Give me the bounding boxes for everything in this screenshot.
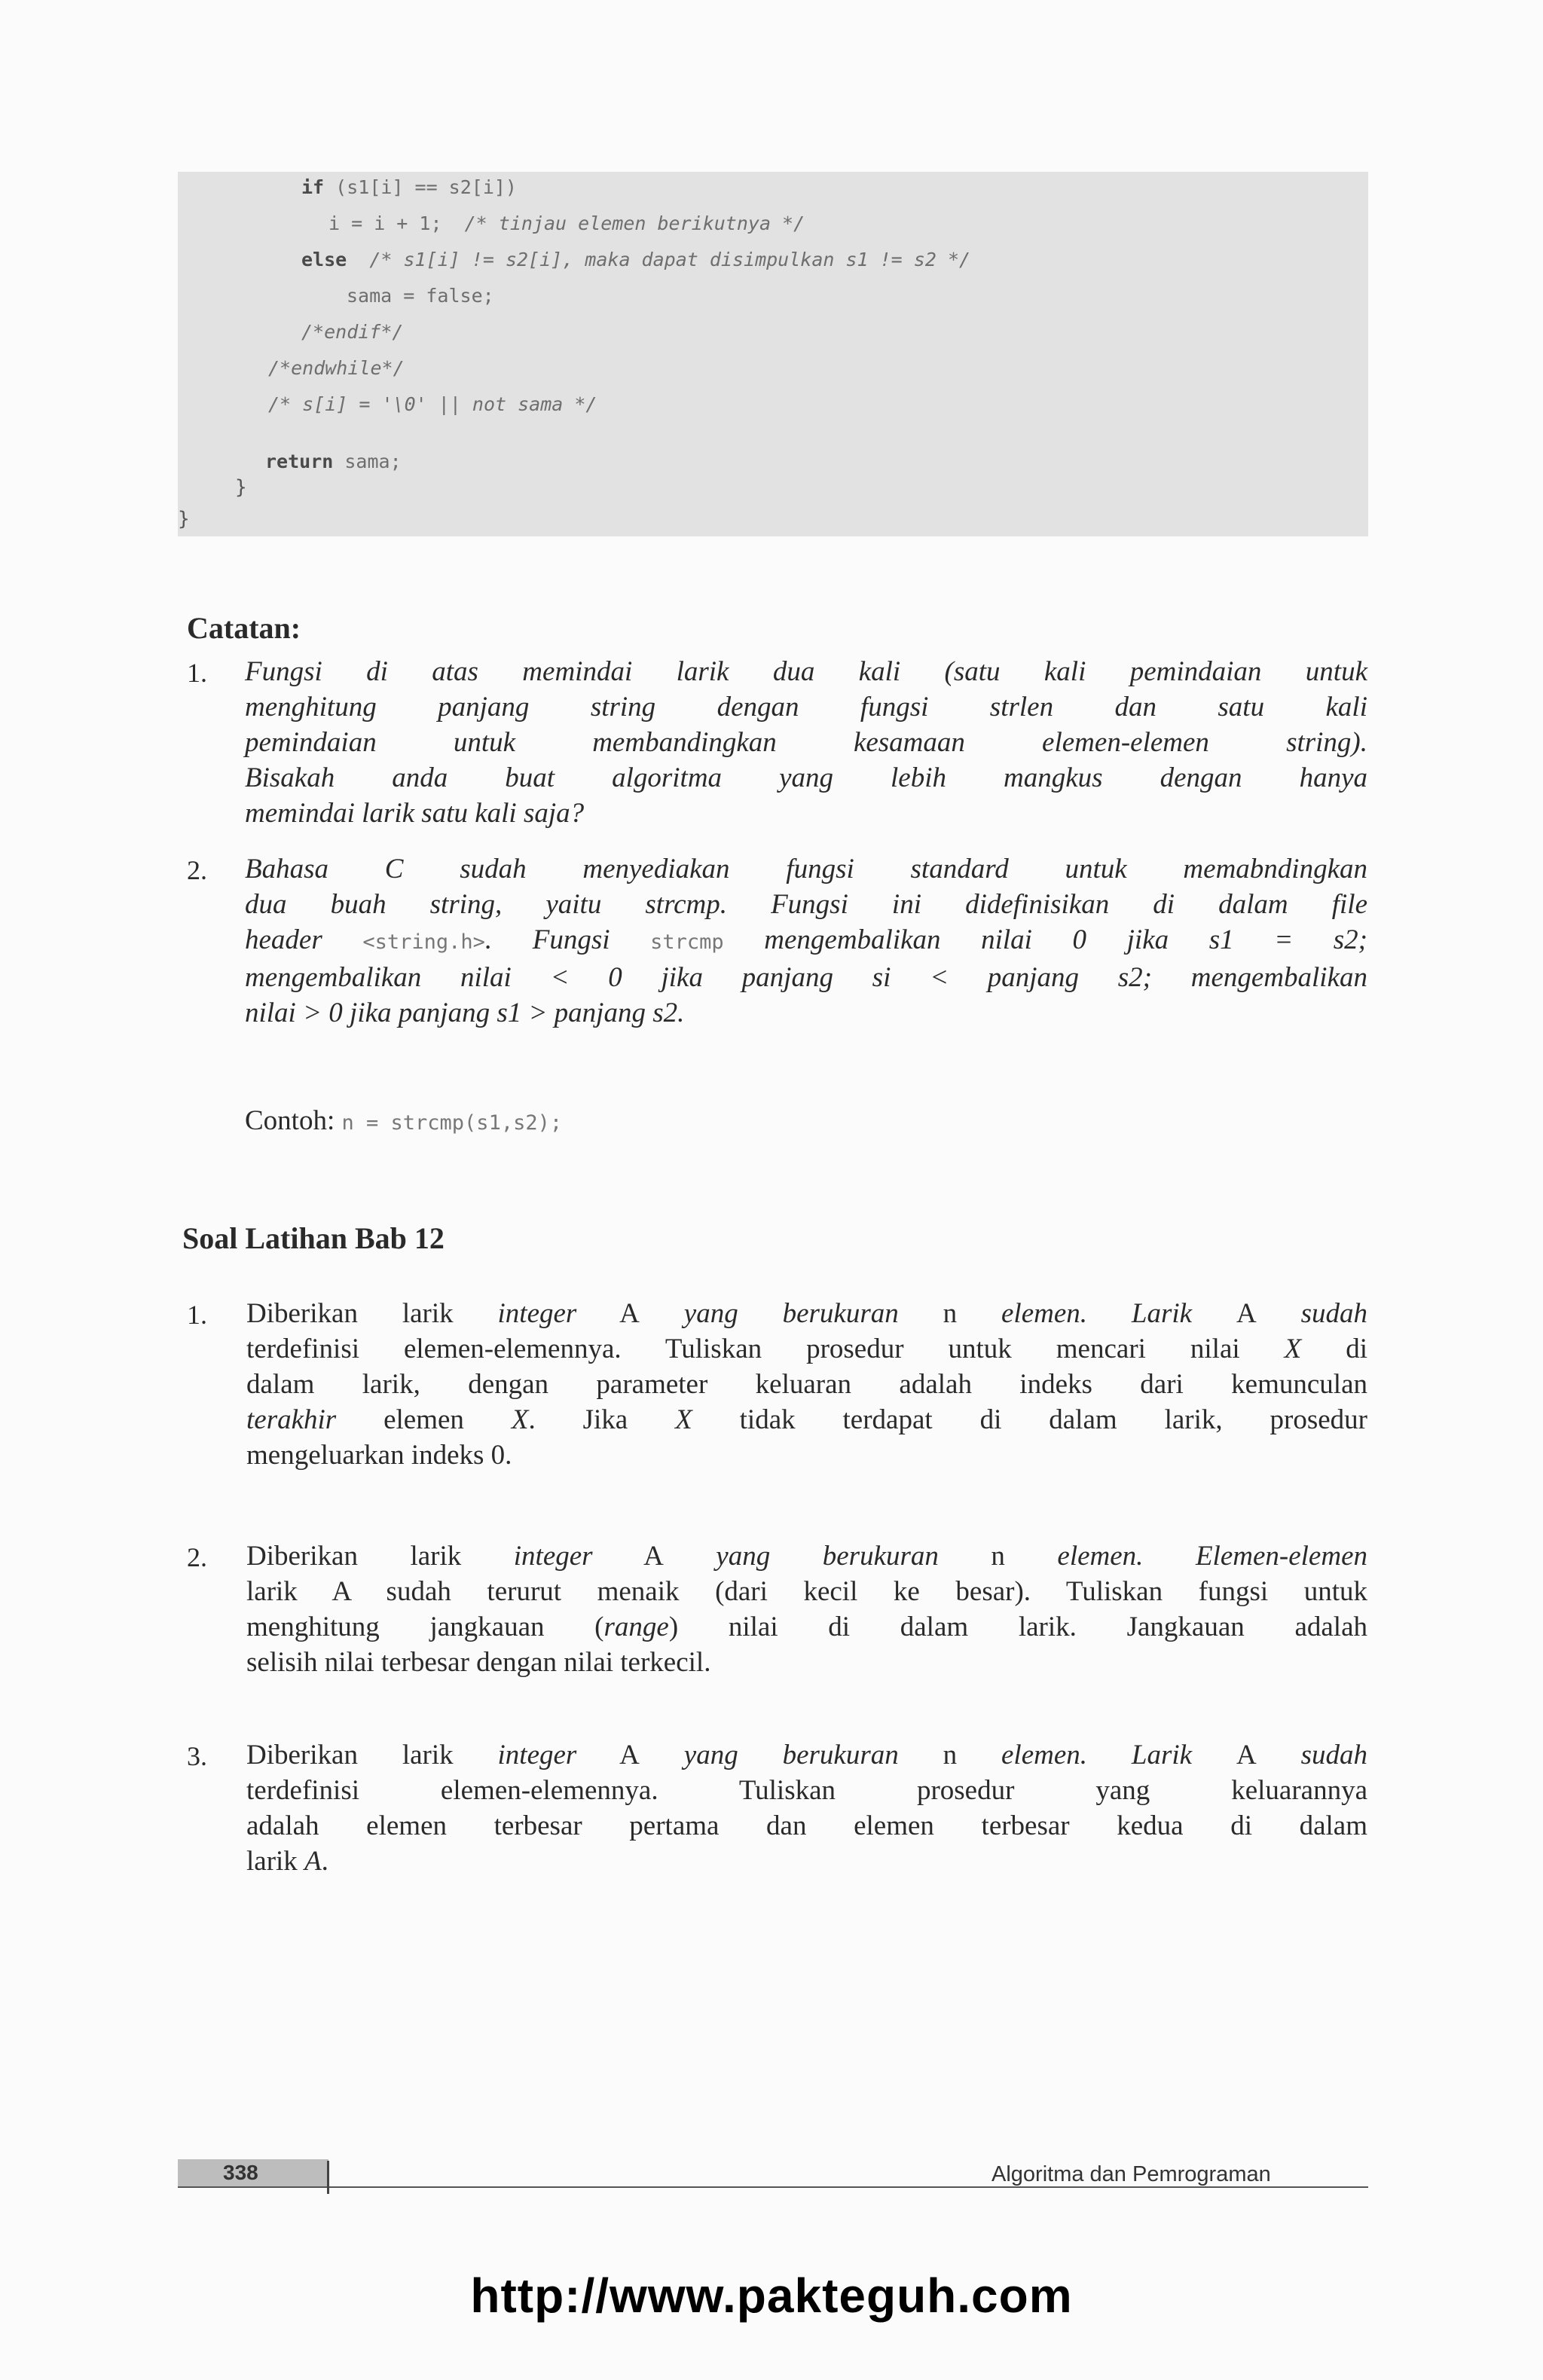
- text-run: n: [943, 1740, 958, 1770]
- catatan-item1-line: menghitung panjang string dengan fungsi strlen dan satu kali: [245, 692, 1367, 723]
- soal-title: Soal Latihan Bab 12: [182, 1221, 445, 1255]
- contoh-code: n = strcmp(s1,s2);: [341, 1111, 563, 1135]
- paragraph-line: [246, 1437, 1367, 1473]
- soal-2-text: [246, 1538, 1367, 1680]
- text-run: tidak terdapat di dalam larik, prosedur: [692, 1404, 1367, 1435]
- page-number: 338: [223, 2161, 258, 2184]
- contoh-label: Contoh:: [245, 1105, 342, 1136]
- text-run: terakhir: [246, 1404, 337, 1435]
- text-run: range: [603, 1612, 669, 1642]
- code-text: sama = false;: [347, 285, 494, 307]
- code-text: sama;: [333, 451, 402, 472]
- paragraph-line: [246, 1296, 1367, 1331]
- text-run: integer: [513, 1541, 593, 1572]
- text-run: elemen. Larik: [957, 1740, 1236, 1770]
- closing-brace-inner: }: [235, 476, 247, 499]
- paragraph-line: [246, 1402, 1367, 1437]
- book-title: Algoritma dan Pemrograman: [991, 2162, 1271, 2186]
- catatan-item1-line: Bisakah anda buat algoritma yang lebih mangkus dengan hanya: [245, 762, 1367, 793]
- footer-tick: [327, 2161, 329, 2194]
- watermark-url: http://www.pakteguh.com: [470, 2268, 1073, 2323]
- paragraph-line: [246, 1331, 1367, 1367]
- text-run: mengembalikan nilai 0 jika s1 = s2;: [723, 924, 1367, 955]
- text-run: . Fungsi: [484, 924, 651, 955]
- code-line: [347, 285, 494, 307]
- catatan-item2-line: nilai > 0 jika panjang s1 > panjang s2.: [245, 998, 685, 1028]
- code-line: [328, 212, 805, 235]
- text-run: Diberikan larik: [246, 1541, 514, 1572]
- text-run: elemen: [336, 1404, 512, 1435]
- text-run: elemen. Larik: [957, 1298, 1236, 1329]
- code-line: [265, 451, 402, 473]
- code-line: [301, 321, 403, 344]
- catatan-item2-text: [245, 851, 1367, 1031]
- text-run: mengeluarkan indeks 0.: [246, 1440, 512, 1471]
- code-text: (s1[i] == s2[i]): [324, 176, 517, 198]
- code-text: [347, 249, 369, 270]
- paragraph-line: [246, 1844, 1367, 1879]
- text-run: . Jika: [528, 1404, 676, 1435]
- inline-code: <string.h>: [362, 930, 485, 954]
- code-line: [301, 176, 517, 199]
- code-line: [268, 393, 597, 416]
- paragraph-line: [246, 1609, 1367, 1645]
- code-keyword: return: [265, 451, 334, 472]
- soal-3-number: 3.: [187, 1741, 207, 1771]
- text-run: yang berukuran: [639, 1298, 943, 1329]
- text-run: yang berukuran: [663, 1541, 991, 1572]
- code-line: [268, 357, 405, 380]
- catatan-item2-line: dua buah string, yaitu strcmp. Fungsi ini didefinisikan di dalam file: [245, 889, 1367, 920]
- text-run: sudah: [1256, 1298, 1367, 1329]
- text-run: A: [1236, 1740, 1257, 1770]
- soal-2-number: 2.: [187, 1542, 207, 1572]
- text-run: yang berukuran: [639, 1740, 943, 1770]
- text-run: A: [576, 1740, 640, 1770]
- code-text: i = i + 1;: [328, 212, 465, 234]
- soal-3-text: [246, 1737, 1367, 1879]
- catatan-item1-text: [245, 654, 1367, 831]
- paragraph-line: [246, 1367, 1367, 1402]
- text-run: integer: [497, 1740, 577, 1770]
- code-line: [301, 249, 970, 271]
- text-run: dalam larik, dengan parameter keluaran adalah indeks dari kemunculan: [246, 1369, 1367, 1400]
- code-comment: /* s1[i] != s2[i], maka dapat disimpulkan s1 != s2 */: [369, 249, 971, 270]
- code-keyword: if: [301, 176, 325, 198]
- text-run: menghitung jangkauan (: [246, 1612, 604, 1642]
- catatan-item2-number: 2.: [187, 855, 207, 885]
- text-run: n: [991, 1541, 1005, 1572]
- catatan-item1-number: 1.: [187, 658, 207, 688]
- catatan-item2-line: [245, 922, 1367, 960]
- catatan-item1-line: pemindaian untuk membandingkan kesamaan elemen-elemen string).: [245, 727, 1367, 758]
- catatan-item1-line: Fungsi di atas memindai larik dua kali (satu kali pemindaian untuk: [245, 656, 1367, 687]
- catatan-item2-line: Bahasa C sudah menyediakan fungsi standard untuk memabndingkan: [245, 854, 1367, 884]
- text-run: larik: [246, 1846, 305, 1877]
- code-comment: /*endwhile*/: [268, 357, 405, 379]
- catatan-item1-line: memindai larik satu kali saja?: [245, 798, 585, 829]
- text-run: adalah elemen terbesar pertama dan elemen terbesar kedua di dalam: [246, 1810, 1367, 1841]
- contoh-line: [245, 1103, 1367, 1141]
- text-run: n: [943, 1298, 958, 1329]
- text-run: Diberikan larik: [246, 1298, 498, 1329]
- text-run: X: [675, 1404, 692, 1435]
- paragraph-line: [246, 1808, 1367, 1844]
- text-run: A: [576, 1298, 640, 1329]
- soal-1-number: 1.: [187, 1300, 207, 1330]
- text-run: sudah: [1256, 1740, 1367, 1770]
- text-run: .: [321, 1846, 328, 1877]
- text-run: larik A sudah terurut menaik (dari kecil ke besar). Tuliskan fungsi untuk: [246, 1576, 1367, 1607]
- code-comment: /* s[i] = '\0' || not sama */: [268, 393, 597, 415]
- text-run: terdefinisi elemen-elemennya. Tuliskan prosedur yang keluarannya: [246, 1775, 1367, 1806]
- text-run: integer: [497, 1298, 577, 1329]
- inline-code: strcmp: [650, 930, 724, 954]
- text-run: ) nilai di dalam larik. Jangkauan adalah: [668, 1612, 1367, 1642]
- text-run: X: [1284, 1334, 1302, 1364]
- code-comment: /*endif*/: [301, 321, 404, 343]
- text-run: elemen. Elemen-elemen: [1004, 1541, 1367, 1572]
- paragraph-line: [246, 1773, 1367, 1808]
- text-run: terdefinisi elemen-elemennya. Tuliskan prosedur untuk mencari nilai: [246, 1334, 1285, 1364]
- code-comment: /* tinjau elemen berikutnya */: [464, 212, 805, 234]
- paragraph-line: [246, 1538, 1367, 1574]
- closing-brace-outer: }: [178, 508, 190, 530]
- text-run: di: [1301, 1334, 1368, 1364]
- paragraph-line: [246, 1574, 1367, 1609]
- text-run: selisih nilai terbesar dengan nilai terkecil.: [246, 1647, 711, 1678]
- text-run: Diberikan larik: [246, 1740, 498, 1770]
- paragraph-line: [246, 1645, 1367, 1680]
- text-run: A: [304, 1846, 322, 1877]
- text-run: A: [1236, 1298, 1257, 1329]
- paragraph-line: [246, 1737, 1367, 1773]
- text-run: header: [245, 924, 363, 955]
- text-run: X: [511, 1404, 529, 1435]
- text-run: A: [592, 1541, 664, 1572]
- catatan-item2-line: mengembalikan nilai < 0 jika panjang si < panjang s2; mengembalikan: [245, 962, 1367, 993]
- soal-1-text: [246, 1296, 1367, 1473]
- catatan-title: Catatan:: [187, 611, 301, 645]
- code-keyword: else: [301, 249, 347, 270]
